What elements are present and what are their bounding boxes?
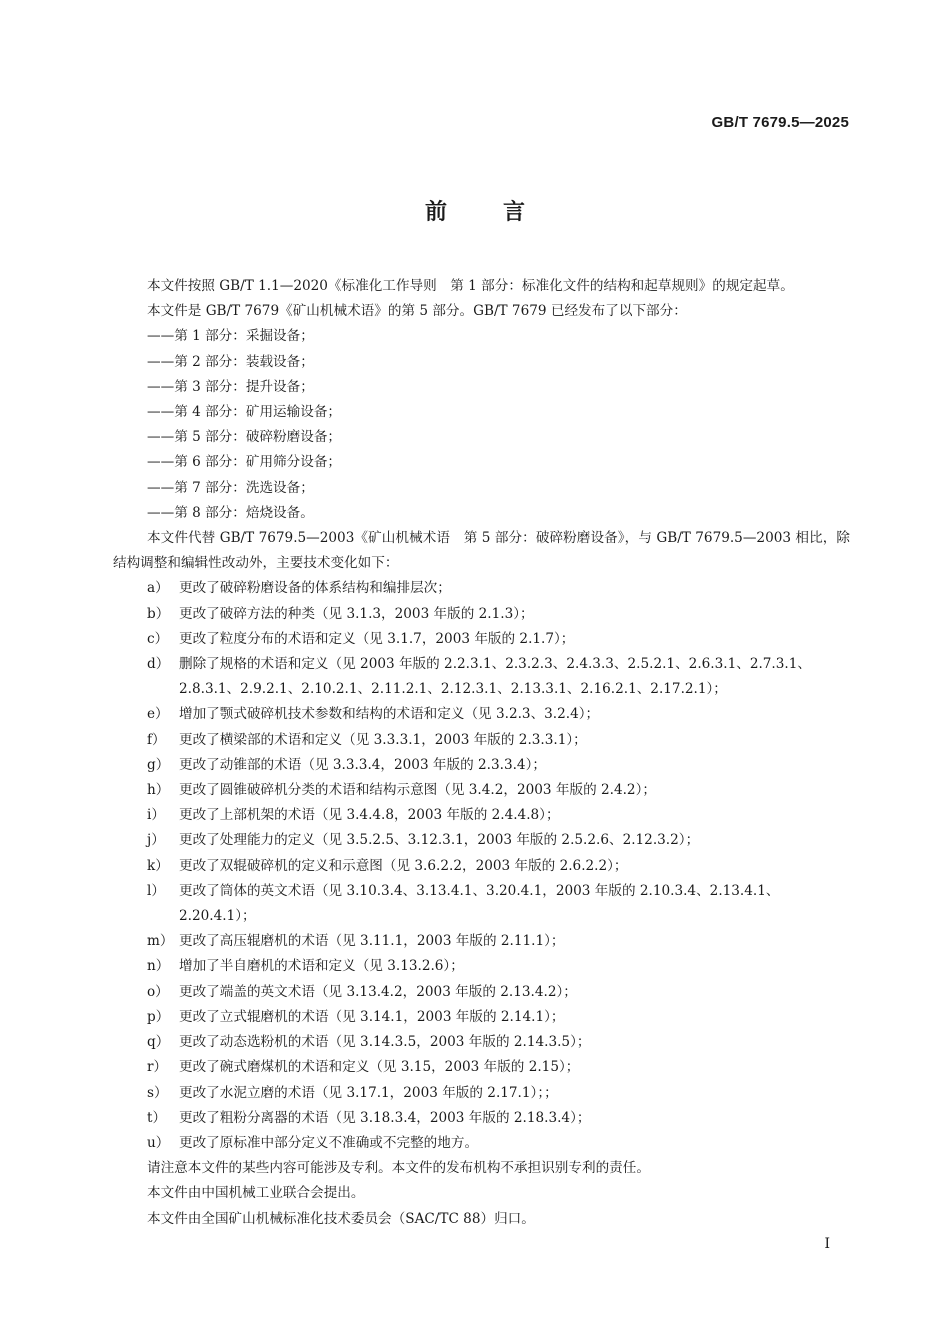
page-title: 前言 <box>424 200 581 225</box>
change-text: 更改了双辊破碎机的定义和示意图（见 3.6.2.2，2003 年版的 2.6.2.2）； <box>179 857 628 874</box>
change-item <box>113 879 850 929</box>
change-label: a） <box>147 580 169 597</box>
change-text: 更改了动锥部的术语（见 3.3.3.4，2003 年版的 2.3.3.4）； <box>179 756 546 773</box>
change-item <box>113 1030 850 1055</box>
change-label: o） <box>147 983 169 1000</box>
parts-list-item: ——第 7 部分：洗选设备； <box>147 479 314 496</box>
change-label: r） <box>147 1059 168 1076</box>
change-label: p） <box>147 1008 170 1025</box>
parts-list <box>113 324 850 526</box>
change-text: 更改了筒体的英文术语（见 3.10.3.4、3.13.4.1、3.20.4.1，2003 年版的 2.10.3.4、2.13.4.1、2.20.4.1）； <box>179 882 780 925</box>
change-text: 更改了碗式磨煤机的术语和定义（见 3.15，2003 年版的 2.15）； <box>179 1059 580 1076</box>
change-text: 更改了端盖的英文术语（见 3.13.4.2，2003 年版的 2.13.4.2）； <box>179 983 577 1000</box>
change-item <box>113 1055 850 1080</box>
changes-list <box>113 576 850 1156</box>
change-item <box>113 980 850 1005</box>
change-label: m） <box>147 933 174 950</box>
change-label: d） <box>147 656 170 673</box>
change-text: 更改了破碎方法的种类（见 3.1.3，2003 年版的 2.1.3）； <box>179 605 534 622</box>
change-text: 更改了圆锥破碎机分类的术语和结构示意图（见 3.4.2，2003 年版的 2.4.2）； <box>179 782 656 799</box>
change-text: 更改了粒度分布的术语和定义（见 3.1.7，2003 年版的 2.1.7）； <box>179 630 575 647</box>
parts-list-item: ——第 3 部分：提升设备； <box>147 378 314 395</box>
change-text: 更改了高压辊磨机的术语（见 3.11.1，2003 年版的 2.11.1）； <box>179 933 565 950</box>
change-label: i） <box>147 807 165 824</box>
change-label: q） <box>147 1034 170 1051</box>
parts-list-item: ——第 1 部分：采掘设备； <box>147 328 314 345</box>
change-label: h） <box>147 782 170 799</box>
change-label: g） <box>147 756 170 773</box>
change-label: n） <box>147 958 170 975</box>
change-text: 更改了水泥立磨的术语（见 3.17.1，2003 年版的 2.17.1）；； <box>179 1084 558 1101</box>
change-item <box>113 828 850 853</box>
page-number: Ⅰ <box>824 1236 830 1252</box>
change-text: 更改了破碎粉磨设备的体系结构和编排层次； <box>179 580 451 597</box>
change-text: 增加了半自磨机的术语和定义（见 3.13.2.6）； <box>179 958 464 975</box>
change-label: j） <box>147 832 165 849</box>
change-item <box>113 753 850 778</box>
change-item <box>113 954 850 979</box>
parts-list-item: ——第 2 部分：装载设备； <box>147 353 314 370</box>
change-item <box>113 652 850 702</box>
change-label: e） <box>147 706 169 723</box>
change-label: s） <box>147 1084 168 1101</box>
change-label: u） <box>147 1134 170 1151</box>
change-text: 更改了粗粉分离器的术语（见 3.18.3.4，2003 年版的 2.18.3.4）； <box>179 1109 591 1126</box>
patent-notice: 请注意本文件的某些内容可能涉及专利。本文件的发布机构不承担识别专利的责任。 <box>147 1160 650 1177</box>
change-text: 更改了原标准中部分定义不准确或不完整的地方。 <box>179 1134 479 1151</box>
change-text: 更改了处理能力的定义（见 3.5.2.5、3.12.3.1，2003 年版的 2.5.2.6、2.12.3.2）； <box>179 832 700 849</box>
replace-paragraph: 本文件代替 GB/T 7679.5—2003《矿山机械术语 第 5 部分：破碎粉磨设备》，与 GB/T 7679.5—2003 相比，除结构调整和编辑性改动外，主要技术变化如下： <box>113 530 850 572</box>
change-label: c） <box>147 630 169 647</box>
change-label: l） <box>147 882 165 899</box>
change-item <box>113 576 850 601</box>
change-item <box>113 778 850 803</box>
document-number: GB/T 7679.5—2025 <box>711 114 849 131</box>
change-label: f） <box>147 731 166 748</box>
change-item <box>113 1081 850 1106</box>
parts-list-item: ——第 8 部分：焙烧设备。 <box>147 504 314 521</box>
change-label: t） <box>147 1109 167 1126</box>
change-text: 更改了立式辊磨机的术语（见 3.14.1，2003 年版的 2.14.1）； <box>179 1008 565 1025</box>
change-item <box>113 803 850 828</box>
change-text: 删除了规格的术语和定义（见 2003 年版的 2.2.3.1、2.3.2.3、2.4.3.3、2.5.2.1、2.6.3.1、2.7.3.1、2.8.3.1、2.9.2.1、2.10.2.1、2.11.2.1、2.12.3.1、2.13.3.1、2.16.2.1、2.17.2.1）； <box>179 656 811 698</box>
change-item <box>113 854 850 879</box>
change-item <box>113 627 850 652</box>
change-item <box>113 702 850 727</box>
change-text: 更改了横梁部的术语和定义（见 3.3.3.1，2003 年版的 2.3.3.1）； <box>179 731 587 748</box>
change-item <box>113 602 850 627</box>
change-label: k） <box>147 857 169 874</box>
change-item <box>113 1005 850 1030</box>
change-text: 更改了动态选粉机的术语（见 3.14.3.5，2003 年版的 2.14.3.5）； <box>179 1034 591 1051</box>
committee-statement: 本文件由全国矿山机械标准化技术委员会（SAC/TC 88）归口。 <box>147 1210 535 1227</box>
change-item <box>113 1131 850 1156</box>
proposer-statement: 本文件由中国机械工业联合会提出。 <box>147 1185 365 1202</box>
change-text: 增加了颚式破碎机技术参数和结构的术语和定义（见 3.2.3、3.2.4）； <box>179 706 600 723</box>
parts-list-item: ——第 5 部分：破碎粉磨设备； <box>147 429 342 446</box>
change-label: b） <box>147 605 170 622</box>
intro-paragraph: 本文件是 GB/T 7679《矿山机械术语》的第 5 部分。GB/T 7679 已经发布了以下部分： <box>147 303 687 320</box>
parts-list-item: ——第 6 部分：矿用筛分设备； <box>147 454 342 471</box>
change-item <box>113 728 850 753</box>
change-item <box>113 1106 850 1131</box>
intro-paragraph: 本文件按照 GB/T 1.1—2020《标准化工作导则 第 1 部分：标准化文件的结构和起草规则》的规定起草。 <box>147 278 794 294</box>
parts-list-item: ——第 4 部分：矿用运输设备； <box>147 404 342 421</box>
foreword-body <box>113 274 850 1232</box>
change-text: 更改了上部机架的术语（见 3.4.4.8，2003 年版的 2.4.4.8）； <box>179 807 560 824</box>
change-item <box>113 929 850 954</box>
